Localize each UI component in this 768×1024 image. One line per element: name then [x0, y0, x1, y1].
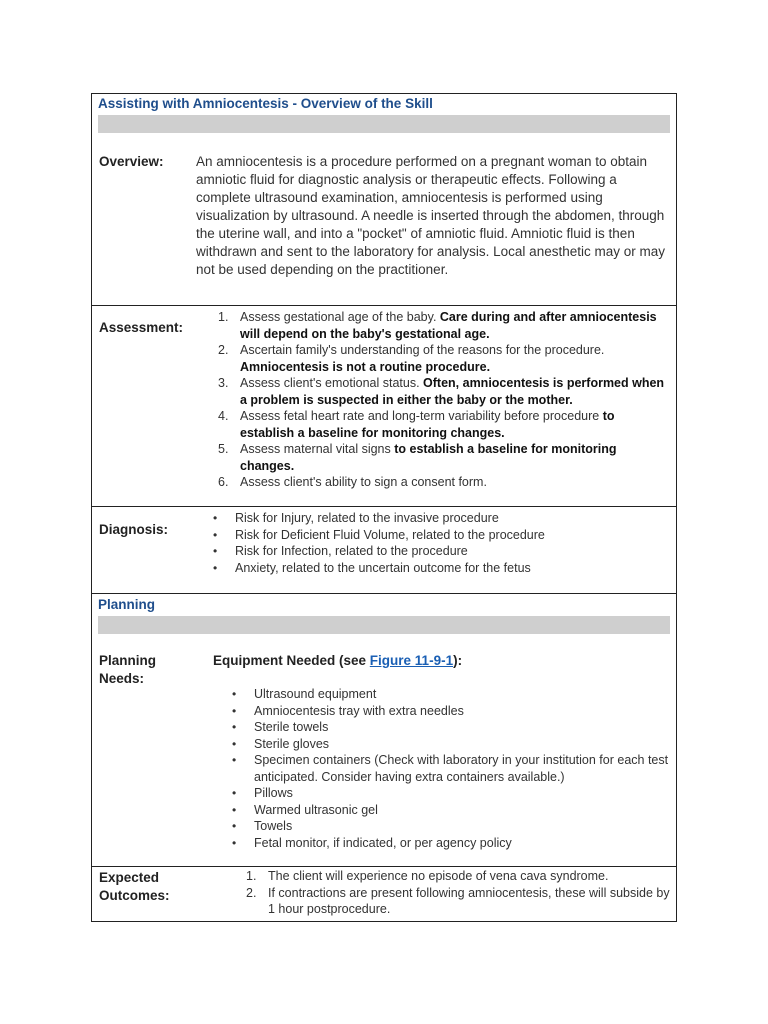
document-table: [91, 93, 677, 922]
list-rationale: Amniocentesis is not a routine procedure.: [240, 359, 491, 374]
equipment-item: [229, 802, 670, 819]
assessment-item: [212, 309, 670, 342]
list-number: 6.: [218, 475, 229, 489]
assessment-item: [212, 408, 670, 441]
bullet-icon: •: [232, 819, 237, 833]
list-text: Sterile gloves: [254, 736, 330, 751]
list-text: Assess client's ability to sign a consent form.: [240, 475, 487, 489]
outcome-item: [240, 885, 670, 918]
diagnosis-item: [210, 527, 545, 544]
equipment-item: [229, 719, 670, 736]
equipment-item: [229, 703, 670, 720]
outcomes-section: [92, 867, 676, 921]
list-number: 5.: [218, 442, 229, 456]
equipment-item: [229, 818, 670, 835]
planning-shaded-bar: [98, 616, 670, 634]
list-text: If contractions are present following amniocentesis, these will subside by 1 hour postprocedure.: [268, 885, 670, 916]
list-number: 3.: [218, 376, 229, 390]
list-text: Ultrasound equipment: [254, 687, 377, 701]
bullet-icon: •: [232, 687, 237, 701]
list-text: Ascertain family's understanding of the reasons for the procedure.: [240, 343, 605, 357]
list-rationale: Often, amniocentesis is performed when a problem is suspected in either the baby or the mother.: [240, 376, 665, 407]
list-rationale: to establish a baseline for monitoring changes.: [240, 409, 615, 440]
list-text: Assess client's emotional status.: [240, 376, 424, 390]
planning-title: Planning: [98, 597, 155, 612]
list-text: Anxiety, related to the uncertain outcome for the fetus: [235, 560, 531, 575]
diagnosis-item: [210, 543, 545, 560]
assessment-item: [212, 375, 670, 408]
assessment-label: Assessment:: [99, 320, 184, 335]
diagnosis-section: [92, 507, 676, 594]
diagnosis-item: [210, 510, 545, 527]
list-text: Amniocentesis tray with extra needles: [254, 703, 464, 718]
equipment-item: [229, 835, 670, 852]
list-text: Risk for Infection, related to the procedure: [235, 544, 468, 558]
list-text: Sterile towels: [254, 720, 329, 734]
bullet-icon: •: [232, 736, 237, 751]
diagnosis-label: Diagnosis:: [99, 522, 169, 537]
bullet-icon: •: [232, 753, 237, 767]
bullet-icon: •: [213, 527, 218, 542]
equipment-heading-suffix: ):: [453, 653, 463, 668]
page-title: Assisting with Amniocentesis - Overview of the Skill: [98, 96, 433, 111]
bullet-icon: •: [213, 511, 218, 525]
assessment-item: [212, 441, 670, 474]
list-rationale: Care during and after amniocentesis will depend on the baby's gestational age.: [240, 310, 657, 341]
list-text: Assess maternal vital signs: [240, 442, 395, 456]
list-text: Risk for Injury, related to the invasive procedure: [235, 511, 499, 525]
list-number: 2.: [218, 343, 229, 357]
overview-text: An amniocentesis is a procedure performed on a pregnant woman to obtain amniotic fluid for diagnostic analysis or therapeutic effects. Following a complete ultrasound examination, amniocentesis is performed using visualization by ultrasound. A needle is inserted through the abdomen, through the uterine wall, and into a "pocket" of amniotic fluid. Amniotic fluid is then withdrawn and sent to the laboratory for analysis. Local anesthetic may or may not be used depending on the practitioner.: [196, 154, 665, 277]
list-text: Risk for Deficient Fluid Volume, related to the procedure: [235, 527, 545, 542]
equipment-list: [229, 686, 670, 851]
list-text: Pillows: [254, 786, 293, 800]
equipment-item: [229, 736, 670, 753]
bullet-icon: •: [232, 786, 237, 800]
bullet-icon: •: [213, 544, 218, 558]
list-text: Assess fetal heart rate and long-term variability before procedure: [240, 409, 603, 423]
planning-needs-label: Planning Needs:: [99, 653, 156, 686]
bullet-icon: •: [232, 720, 237, 734]
planning-section: [92, 594, 676, 867]
list-number: 1.: [246, 869, 257, 883]
list-text: Specimen containers (Check with laboratory in your institution for each test anticipated. Consider having extra containers available.): [254, 753, 669, 784]
list-text: Assess gestational age of the baby.: [240, 310, 440, 324]
assessment-item: [212, 342, 670, 375]
outcome-item: [240, 868, 670, 885]
bullet-icon: •: [232, 802, 237, 817]
equipment-heading-prefix: Equipment Needed (see: [213, 653, 370, 668]
assessment-section: [92, 306, 676, 507]
equipment-item: [229, 785, 670, 802]
diagnosis-list: [210, 510, 545, 576]
list-number: 4.: [218, 409, 229, 423]
equipment-heading: [213, 653, 462, 668]
outcomes-list: [240, 868, 670, 918]
list-text: Towels: [254, 819, 293, 833]
list-text: The client will experience no episode of vena cava syndrome.: [268, 869, 609, 883]
bullet-icon: •: [232, 703, 237, 718]
assessment-list: [212, 309, 670, 491]
overview-label: Overview:: [99, 154, 164, 169]
overview-section: [92, 94, 676, 306]
assessment-item: [212, 474, 670, 491]
list-number: 1.: [218, 310, 229, 324]
list-text: Fetal monitor, if indicated, or per agency policy: [254, 835, 512, 850]
title-shaded-bar: [98, 115, 670, 133]
list-text: Warmed ultrasonic gel: [254, 802, 378, 817]
list-rationale: to establish a baseline for monitoring changes.: [240, 442, 617, 473]
equipment-item: [229, 686, 670, 703]
outcomes-label: Expected Outcomes:: [99, 870, 170, 903]
list-number: 2.: [246, 885, 257, 900]
bullet-icon: •: [232, 835, 237, 850]
diagnosis-item: [210, 560, 545, 577]
figure-link[interactable]: Figure 11-9-1: [369, 653, 454, 668]
equipment-item: [229, 752, 670, 785]
bullet-icon: •: [213, 560, 218, 575]
